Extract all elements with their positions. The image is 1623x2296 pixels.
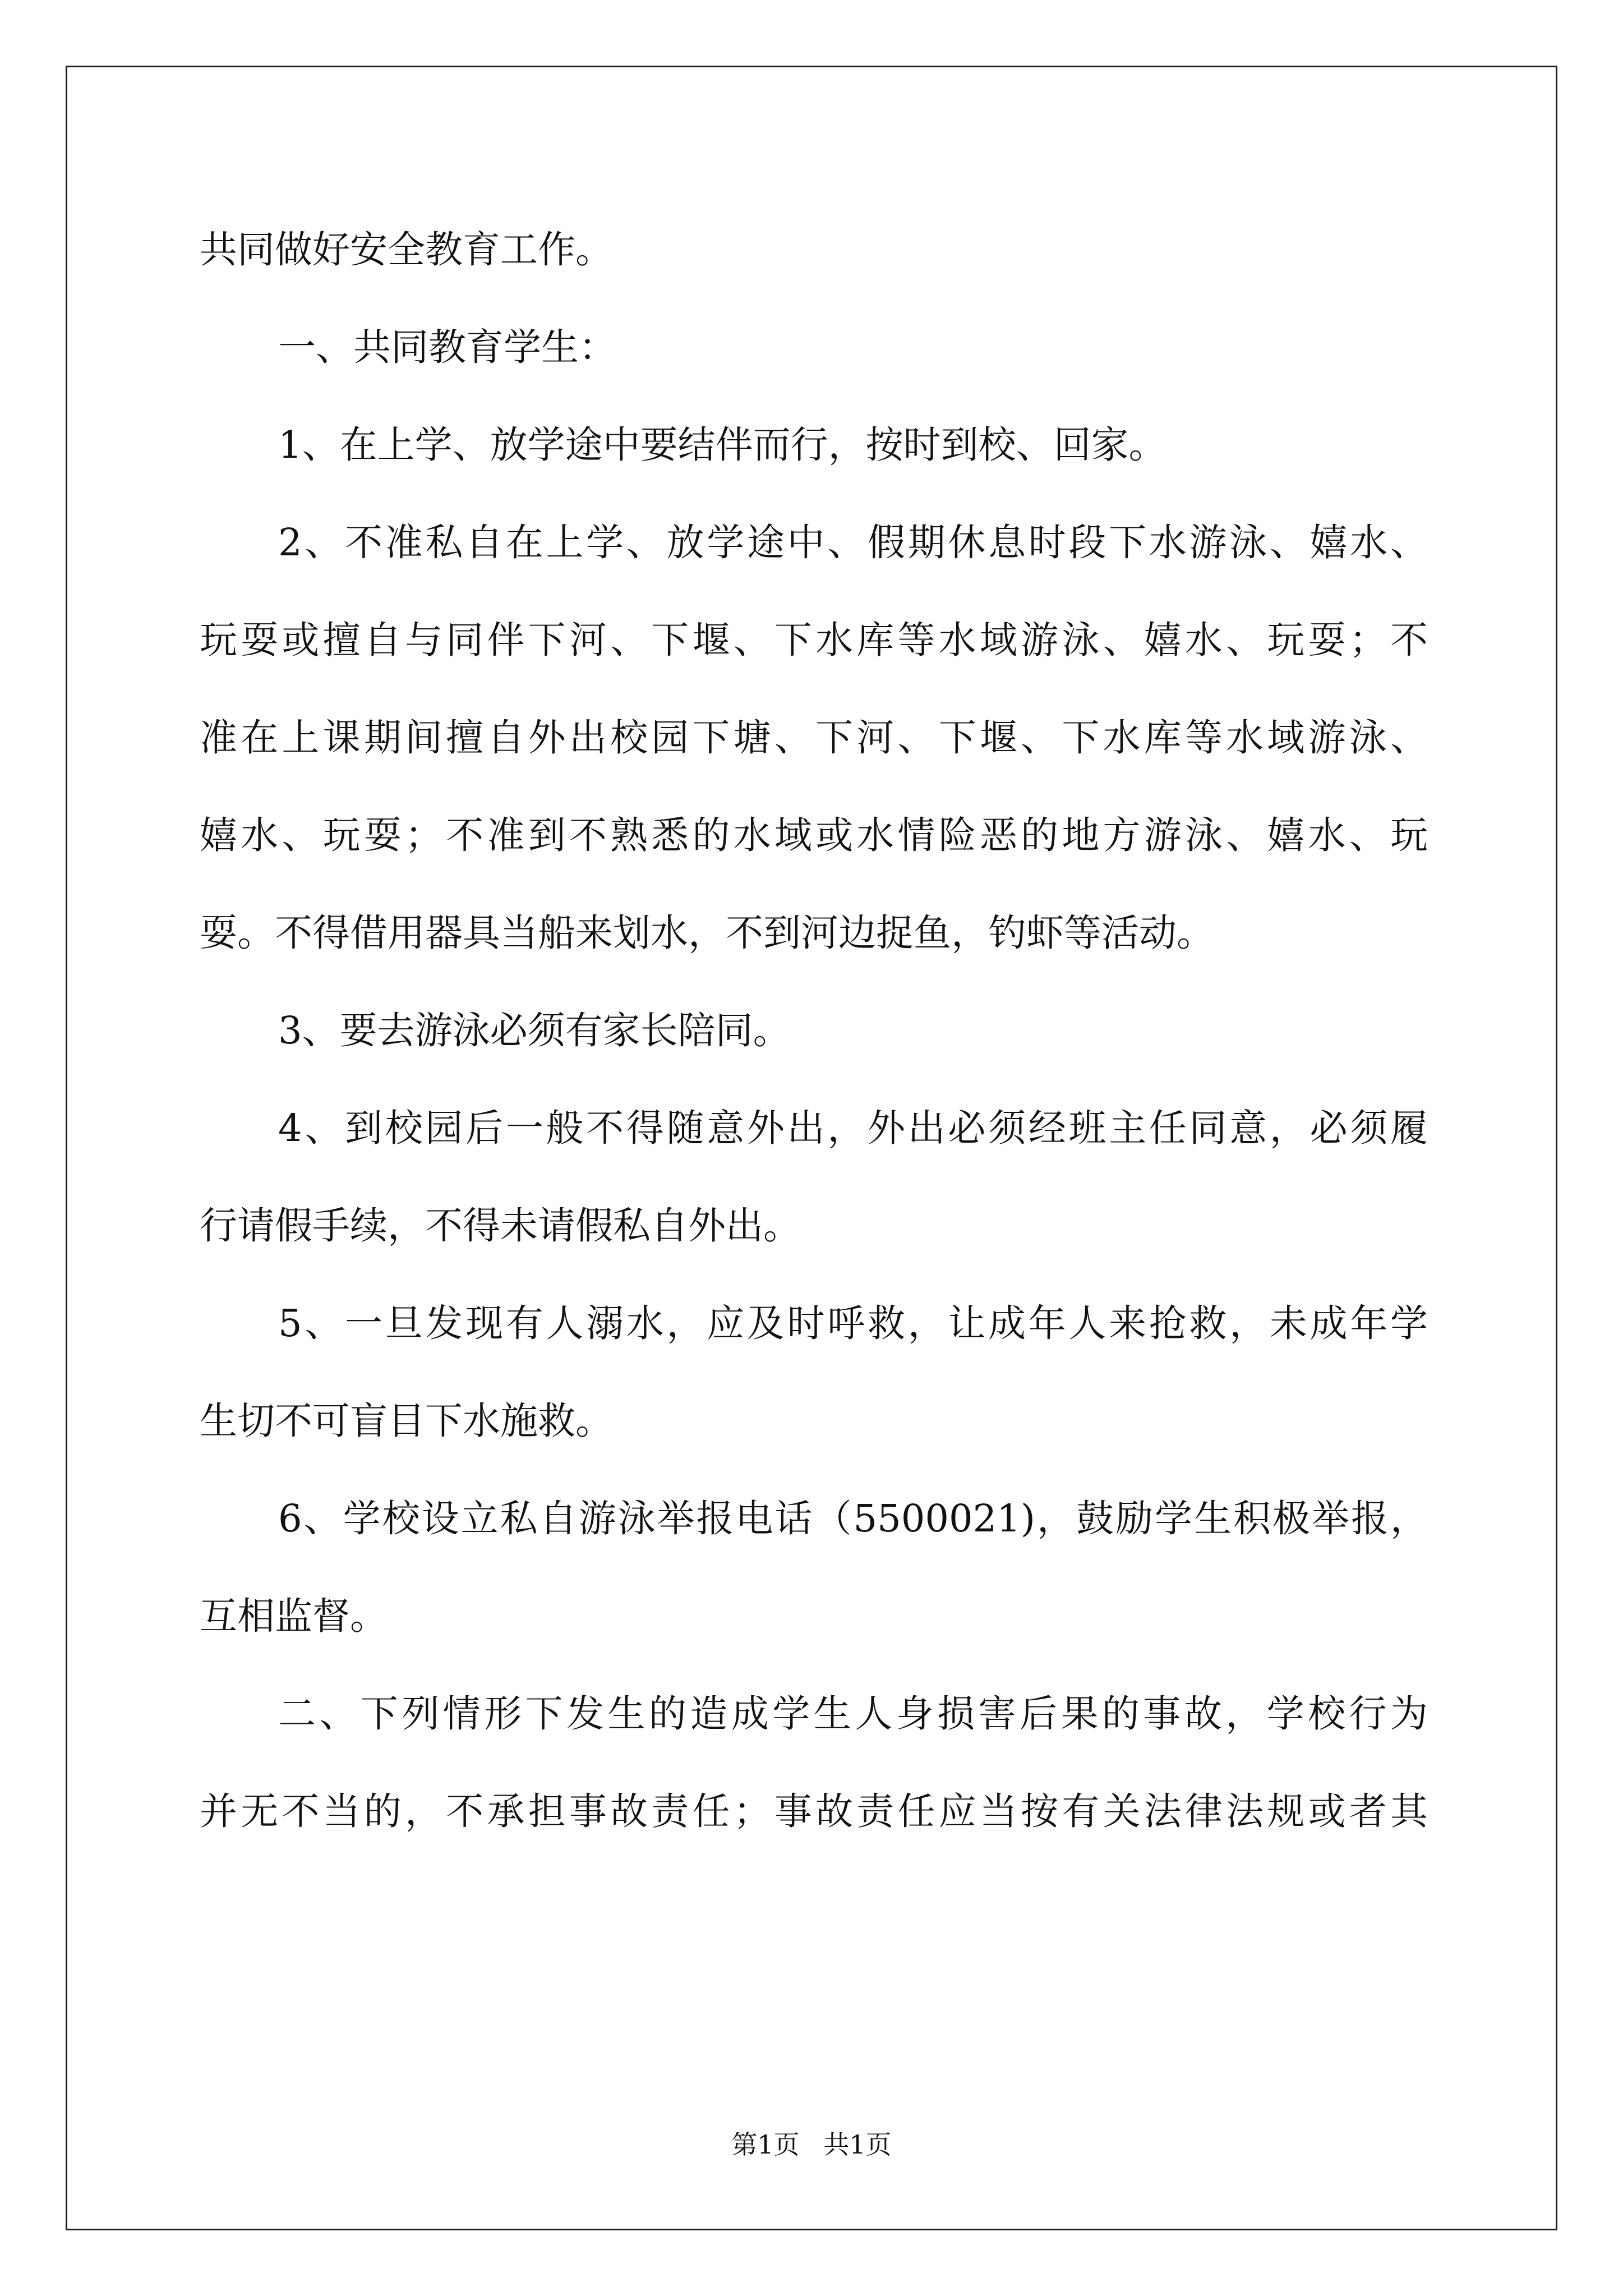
text-line: 二、下列情形下发生的造成学生人身损害后果的事故，学校行为	[278, 1692, 1428, 1736]
page-footer	[0, 2128, 1623, 2161]
text-line: 互相监督。	[200, 1594, 388, 1638]
text-line: 并无不当的，不承担事故责任；事故责任应当按有关法律法规或者其	[200, 1789, 1428, 1833]
text-line: 行请假手续，不得未请假私自外出。	[200, 1204, 801, 1248]
text-line: 6、学校设立私自游泳举报电话（5500021)，鼓励学生积极举报，	[278, 1497, 1428, 1540]
text-line: 3、要去游泳必须有家长陪同。	[278, 1009, 791, 1052]
text-line: 耍。不得借用器具当船来划水，不到河边捉鱼，钓虾等活动。	[200, 911, 1214, 955]
text-line: 准在上课期间擅自外出校园下塘、下河、下堰、下水库等水域游泳、	[200, 716, 1428, 760]
text-line: 5、一旦发现有人溺水，应及时呼救，让成年人来抢救，未成年学	[278, 1301, 1428, 1345]
text-line: 生切不可盲目下水施救。	[200, 1399, 613, 1443]
text-line: 1、在上学、放学途中要结伴而行，按时到校、回家。	[278, 423, 1166, 467]
text-line: 2、不准私自在上学、放学途中、假期休息时段下水游泳、嬉水、	[278, 521, 1428, 564]
page-number-total: 共1页	[823, 2129, 892, 2160]
text-line: 共同做好安全教育工作。	[200, 228, 613, 272]
text-line: 玩耍或擅自与同伴下河、下堰、下水库等水域游泳、嬉水、玩耍；不	[200, 618, 1428, 662]
page-number-current: 第1页	[731, 2129, 800, 2160]
text-line: 4、到校园后一般不得随意外出，外出必须经班主任同意，必须履	[278, 1106, 1428, 1150]
text-line: 一、共同教育学生：	[278, 325, 616, 369]
text-line: 嬉水、玩耍；不准到不熟悉的水域或水情险恶的地方游泳、嬉水、玩	[200, 813, 1428, 857]
